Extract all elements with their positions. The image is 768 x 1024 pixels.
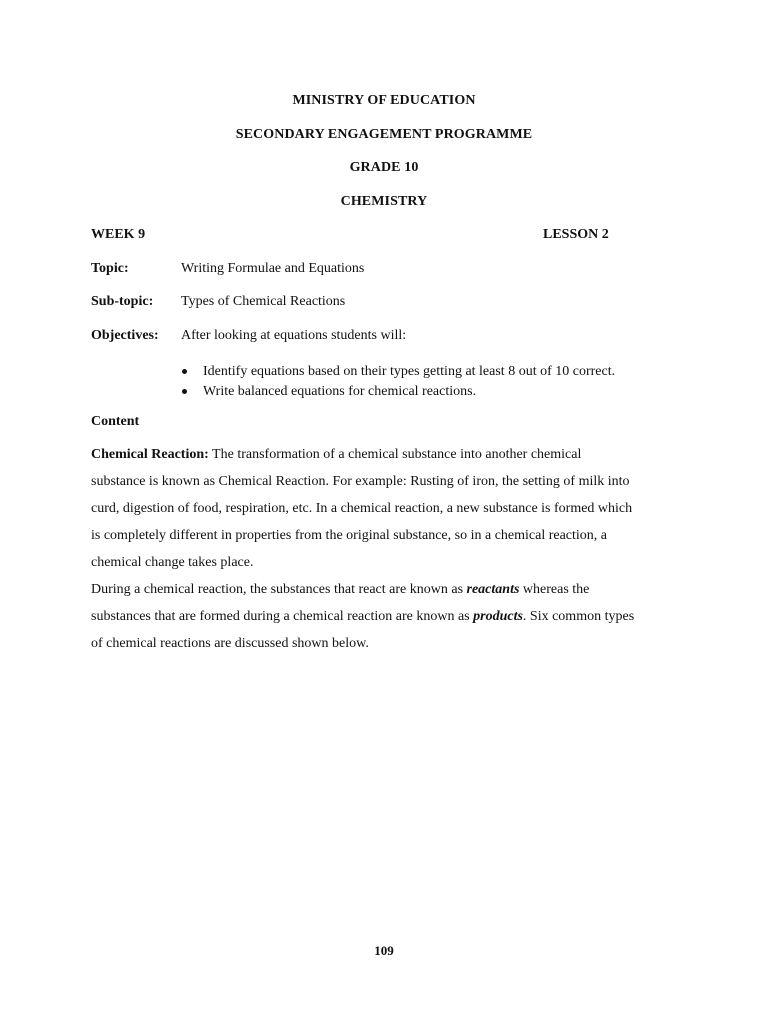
bullet-icon: [182, 389, 187, 394]
subtopic-label: Sub-topic:: [91, 294, 154, 309]
objective-text: Write balanced equations for chemical reactions.: [203, 384, 477, 399]
text-run: substances that are formed during a chemical reaction are known as: [91, 609, 474, 624]
topic-label: Topic:: [91, 261, 129, 276]
paragraph-line: is completely different in properties from the original substance, so in a chemical reaction, a: [91, 528, 608, 543]
list-item: [181, 362, 615, 382]
objectives-list: [181, 362, 615, 402]
products-term: products: [473, 609, 523, 624]
page-number: 109: [374, 943, 394, 958]
objectives-value: After looking at equations students will:: [181, 328, 407, 343]
list-item: [181, 382, 615, 402]
programme-heading: SECONDARY ENGAGEMENT PROGRAMME: [235, 127, 533, 142]
grade-heading: GRADE 10: [349, 160, 419, 175]
definition-text: The transformation of a chemical substance into another chemical: [208, 447, 582, 462]
paragraph-line: curd, digestion of food, respiration, etc. In a chemical reaction, a new substance is formed which: [91, 501, 633, 516]
paragraph-line: of chemical reactions are discussed shown below.: [91, 636, 369, 651]
subject-heading: CHEMISTRY: [340, 194, 428, 209]
text-run: During a chemical reaction, the substances that react are known as: [91, 582, 467, 597]
topic-value: Writing Formulae and Equations: [181, 261, 365, 276]
paragraph-line: chemical change takes place.: [91, 555, 254, 570]
bullet-icon: [182, 369, 187, 374]
paragraph-line: [91, 441, 691, 468]
objective-text: Identify equations based on their types getting at least 8 out of 10 correct.: [203, 364, 616, 379]
term-label: Chemical Reaction:: [91, 447, 209, 462]
paragraph-line: [91, 576, 691, 603]
ministry-heading: MINISTRY OF EDUCATION: [292, 93, 476, 108]
paragraph-line: substance is known as Chemical Reaction. For example: Rusting of iron, the setting of milk into: [91, 474, 630, 489]
definition-paragraph: [91, 441, 691, 657]
week-label: WEEK 9: [91, 227, 146, 242]
subtopic-value: Types of Chemical Reactions: [181, 294, 346, 309]
text-run: . Six common types: [522, 609, 635, 624]
text-run: whereas the: [519, 582, 590, 597]
content-heading: Content: [91, 414, 140, 429]
paragraph-line: [91, 603, 691, 630]
reactants-term: reactants: [466, 582, 520, 597]
lesson-label: LESSON 2: [543, 227, 609, 242]
objectives-label: Objectives:: [91, 328, 159, 343]
